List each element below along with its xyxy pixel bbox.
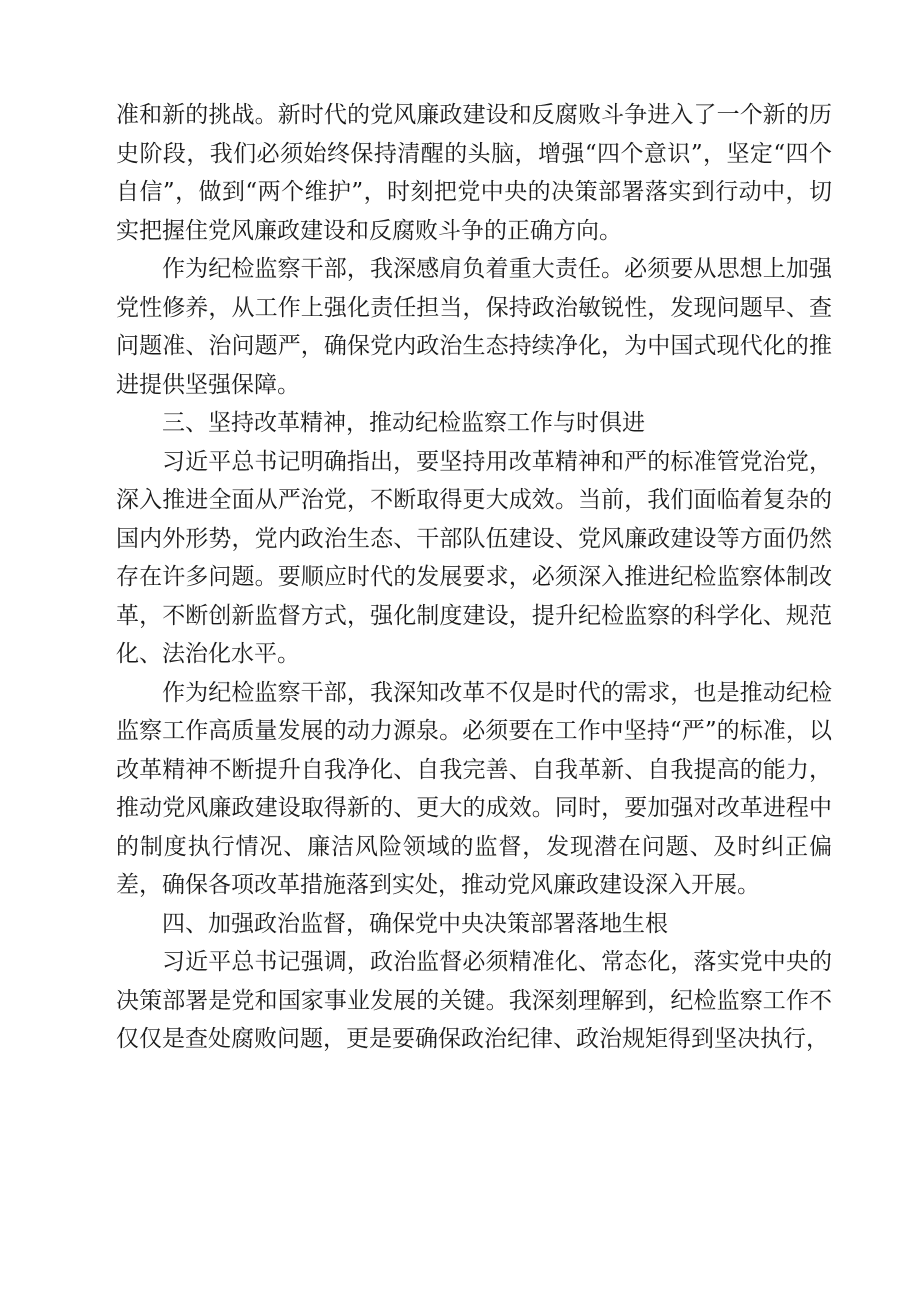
section-heading-3: 三、坚持改革精神，推动纪检监察工作与时俱进: [162, 410, 645, 436]
paragraph: 习近平总书记明确指出，要坚持用改革精神和严的标准管党治党，深入推进全面从严治党，不断取得更大成效。当前，我们面临着复杂的国内外形势，党内政治生态、干部队伍建设、党风廉政建设等方面仍然存在许多问题。要顺应时代的发展要求，必须深入推进纪检监察体制改革，不断创新监督方式，强化制度建设，提升纪检监察的科学化、规范化、法治化水平。: [116, 448, 832, 667]
section-heading-4: 四、加强政治监督，确保党中央决策部署落地生根: [162, 910, 668, 937]
paragraph: 作为纪检监察干部，我深知改革不仅是时代的需求，也是推动纪检监察工作高质量发展的动力源泉。必须要在工作中坚持“严”的标准，以改革精神不断提升自我净化、自我完善、自我革新、自我提高的能力，推动党风廉政建设取得新的、更大的成效。同时，要加强对改革进程中的制度执行情况、廉洁风险领域的监督，发现潜在问题、及时纠正偏差，确保各项改革措施落到实处，推动党风廉政建设深入开展。: [116, 679, 832, 898]
paragraph-continuation: 准和新的挑战。新时代的党风廉政建设和反腐败斗争进入了一个新的历史阶段，我们必须始终保持清醒的头脑，增强“四个意识”，坚定“四个自信”，做到“两个维护”，时刻把党中央的决策部署落实到行动中，切实把握住党风廉政建设和反腐败斗争的正确方向。: [116, 102, 832, 244]
paragraph: 作为纪检监察干部，我深感肩负着重大责任。必须要从思想上加强党性修养，从工作上强化责任担当，保持政治敏锐性，发现问题早、查问题准、治问题严，确保党内政治生态持续净化，为中国式现代化的推进提供坚强保障。: [116, 256, 832, 398]
document-body: [116, 96, 832, 1059]
paragraph: 习近平总书记强调，政治监督必须精准化、常态化，落实党中央的决策部署是党和国家事业发展的关键。我深刻理解到，纪检监察工作不仅仅是查处腐败问题，更是要确保政治纪律、政治规矩得到坚决执行，: [116, 949, 832, 1052]
